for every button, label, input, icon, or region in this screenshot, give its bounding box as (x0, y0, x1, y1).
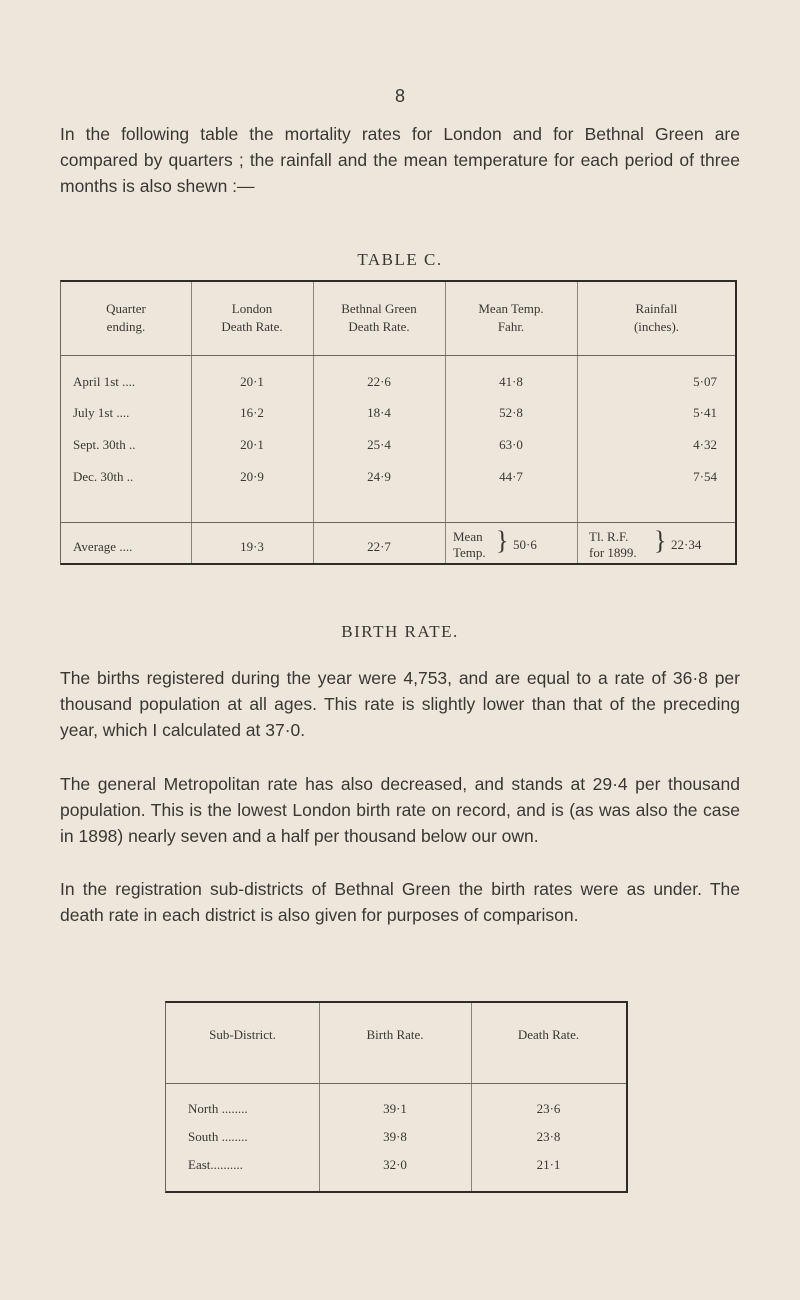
cell-rain: 5·07 (693, 374, 717, 389)
header-rainfall: Rainfall (inches). (633, 301, 680, 334)
mortality-table (60, 280, 737, 565)
row-district: South ........ (188, 1129, 248, 1144)
cell-death: 23·6 (536, 1101, 561, 1116)
sub-district-table (165, 1001, 628, 1193)
row-district: East.......... (188, 1157, 243, 1172)
average-rain-label: Tl. R.F. for 1899. (589, 529, 637, 560)
birth-rate-heading: BIRTH RATE. (341, 622, 459, 641)
brace-icon: } (496, 526, 509, 555)
cell-birth: 32·0 (383, 1157, 407, 1172)
cell-bethnal: 25·4 (367, 437, 391, 452)
paragraph-births: The births registered during the year were 4,753, and are equal to a rate of 36·8 per thousand population at all ages. This rate is slightly lower than that of the preceding year, which I calculated at 37·0. (60, 668, 740, 740)
paragraph-metropolitan: The general Metropolitan rate has also decreased, and stands at 29·4 per thousand population. This is the lowest London birth rate on record, and is (as was also the case in 1898) nearly seven and a half per thousand below our own. (60, 774, 740, 846)
average-temp: 50·6 (513, 537, 537, 552)
average-london: 19·3 (240, 539, 264, 554)
cell-death: 21·1 (536, 1157, 561, 1172)
row-quarter: Sept. 30th .. (73, 437, 136, 452)
average-temp-label: Mean Temp. (453, 529, 486, 560)
row-quarter: April 1st .... (73, 374, 136, 389)
header-bethnal-green-death-rate: Bethnal Green Death Rate. (341, 301, 417, 334)
row-quarter: Dec. 30th .. (73, 469, 134, 484)
page-number: 8 (394, 86, 405, 106)
cell-rain: 7·54 (693, 469, 717, 484)
cell-rain: 4·32 (693, 437, 717, 452)
cell-bethnal: 24·9 (367, 469, 391, 484)
header-birth-rate: Birth Rate. (366, 1027, 424, 1042)
row-district: North ........ (188, 1101, 248, 1116)
cell-temp: 63·0 (499, 437, 523, 452)
header-sub-district: Sub-District. (209, 1027, 276, 1042)
average-rain: 22·34 (671, 537, 702, 552)
table-c-title: TABLE C. (357, 250, 443, 269)
average-bethnal: 22·7 (367, 539, 391, 554)
paragraph-sub-districts: In the registration sub-districts of Bethnal Green the birth rates were as under. The death rate in each district is also given for purposes of comparison. (60, 879, 740, 925)
cell-london: 20·1 (240, 374, 264, 389)
cell-temp: 41·8 (499, 374, 523, 389)
cell-bethnal: 18·4 (367, 405, 391, 420)
header-quarter: Quarter ending. (106, 301, 146, 334)
cell-birth: 39·1 (383, 1101, 407, 1116)
cell-temp: 52·8 (499, 405, 523, 420)
header-mean-temp: Mean Temp. Fahr. (478, 301, 544, 334)
cell-london: 20·1 (240, 437, 264, 452)
brace-icon: } (654, 526, 667, 555)
cell-london: 16·2 (240, 405, 264, 420)
cell-birth: 39·8 (383, 1129, 407, 1144)
cell-temp: 44·7 (499, 469, 523, 484)
cell-bethnal: 22·6 (367, 374, 391, 389)
header-london-death-rate: London Death Rate. (221, 301, 283, 334)
cell-rain: 5·41 (693, 405, 717, 420)
row-quarter: July 1st .... (73, 405, 130, 420)
average-label: Average .... (73, 539, 133, 554)
header-death-rate: Death Rate. (517, 1027, 580, 1042)
cell-london: 20·9 (240, 469, 264, 484)
intro-paragraph: In the following table the mortality rates for London and for Bethnal Green are compared by quarters ; the rainfall and the mean temperature for each period of three months is also shewn :— (60, 124, 740, 196)
cell-death: 23·8 (536, 1129, 561, 1144)
